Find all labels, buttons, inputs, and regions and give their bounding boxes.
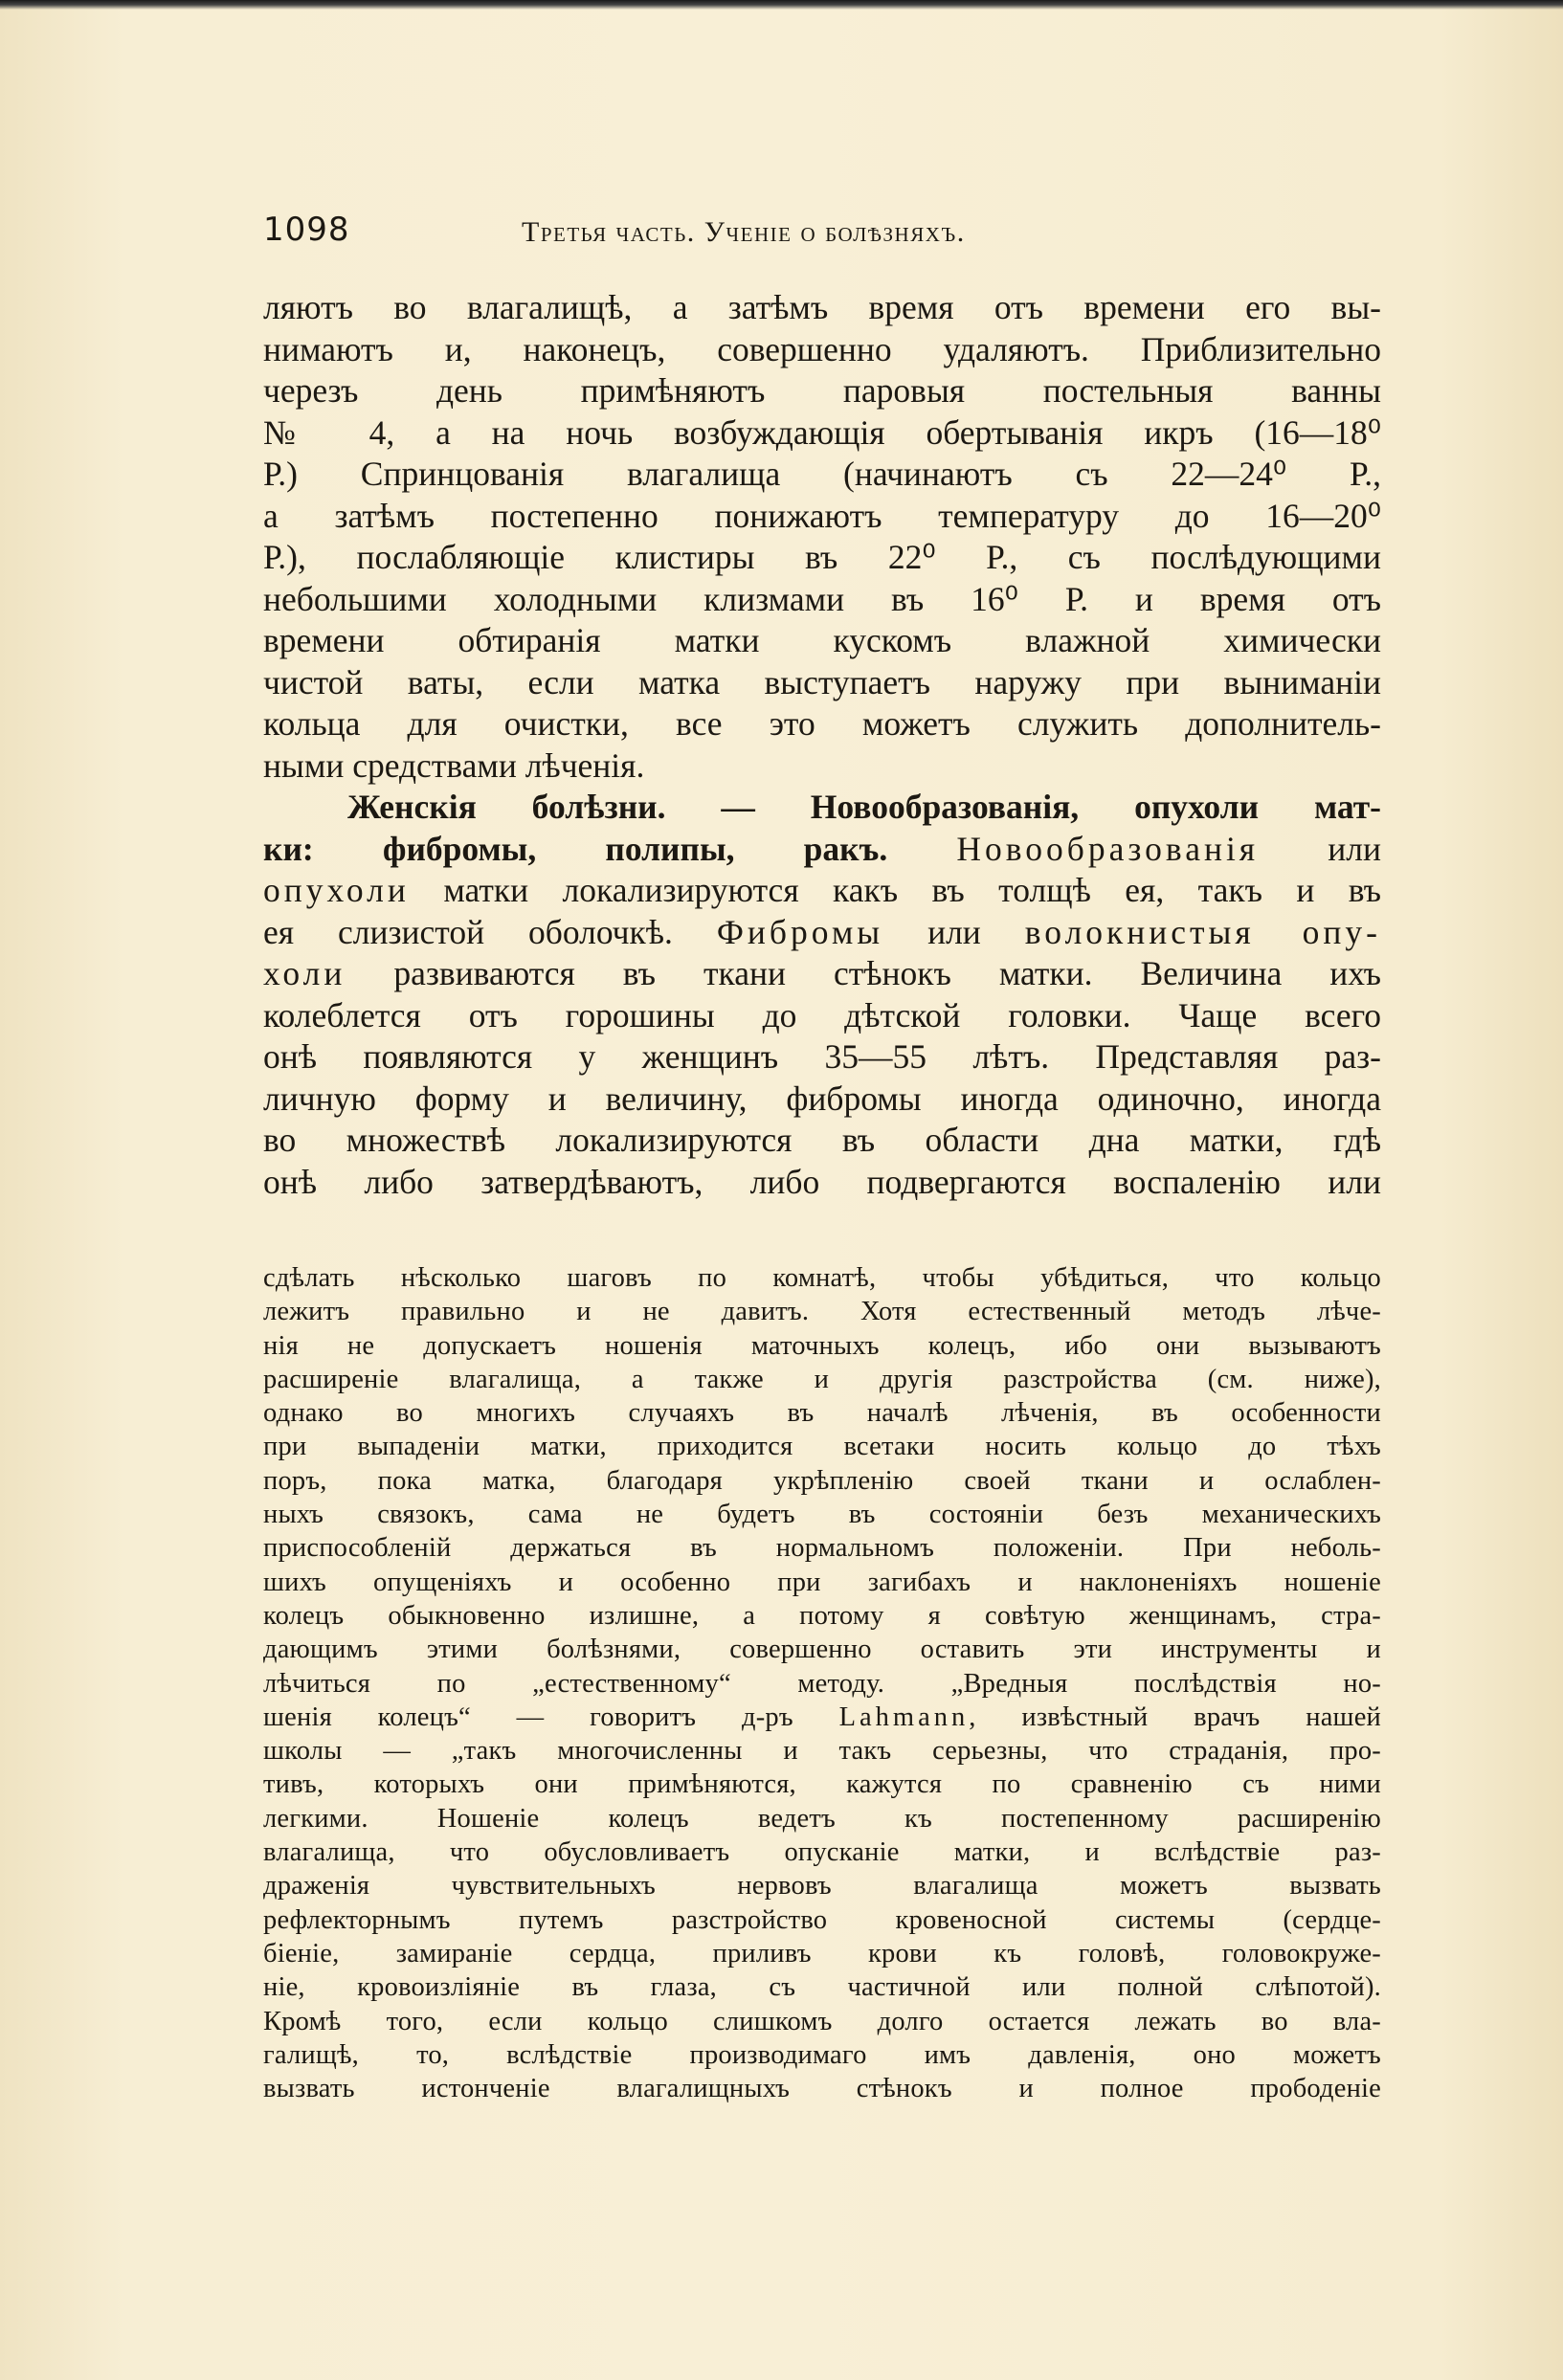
page-number: 1098 [263, 211, 350, 249]
body-text-line [263, 579, 1381, 621]
footnote-line [263, 1531, 1381, 1565]
text-run: дающимъ этими болѣзнями, совершенно оставить эти инструменты и [263, 1635, 1381, 1665]
text-run: Р.) Спринцованія влагалища (начинаютъ съ 22—24⁰ Р., [263, 455, 1381, 493]
spaced-emphasis: Lahmann [838, 1702, 970, 1732]
text-run: ныхъ связокъ, сама не будетъ въ состояніи безъ механическихъ [263, 1500, 1381, 1530]
section-heading: Женскія болѣзни. — Новообразованія, опухоли мат- [347, 788, 1381, 826]
text-run: драженія чувствительныхъ нервовъ влагалища можетъ вызвать [263, 1871, 1381, 1902]
main-text-body [263, 287, 1381, 1203]
text-run: черезъ день примѣняютъ паровыя постельныя ванны [263, 371, 1381, 410]
text-run: тивъ, которыхъ они примѣняются, кажутся по сравненію съ ними [263, 1769, 1381, 1800]
text-run: онѣ либо затвердѣваютъ, либо подвергаются воспаленію или [263, 1162, 1381, 1201]
text-run: Р.), послабляющіе клистиры въ 22⁰ Р., съ послѣдующими [263, 538, 1381, 576]
text-run: однако во многихъ случаяхъ въ началѣ лѣченія, въ особенности [263, 1398, 1381, 1429]
text-run: вызвать истонченіе влагалищныхъ стѣнокъ и полное прободеніе [263, 2074, 1381, 2104]
footnote-line [263, 1566, 1381, 1599]
footnote-line [263, 1498, 1381, 1531]
text-run: влагалища, что обусловливаетъ опусканіе матки, и вслѣдствіе раз- [263, 1837, 1381, 1868]
body-text-line [263, 1120, 1381, 1162]
text-run: кольца для очистки, все это можетъ служить дополнитель- [263, 704, 1381, 743]
spaced-emphasis: опухоли [263, 871, 410, 909]
text-run: , извѣстный врачъ нашей [969, 1702, 1381, 1732]
body-text-line [263, 287, 1381, 329]
text-run: приспособленій держаться въ нормальномъ положеніи. При неболь- [263, 1533, 1381, 1564]
footnote-line [263, 1734, 1381, 1768]
body-text-line [263, 537, 1381, 579]
text-run: ляютъ во влагалищѣ, а затѣмъ время отъ времени его вы- [263, 288, 1381, 326]
text-run: ея слизистой оболочкѣ. [263, 912, 717, 951]
spaced-emphasis: волокнистыя опу- [1024, 912, 1381, 951]
body-text-line [263, 1079, 1381, 1121]
body-text-line [263, 620, 1381, 662]
body-text-line [263, 787, 1381, 829]
text-run: или [1259, 829, 1381, 868]
text-run: или [883, 912, 1025, 951]
body-text-line [263, 329, 1381, 371]
footnote-line [263, 1464, 1381, 1498]
body-text-line [263, 953, 1381, 995]
footnote-line [263, 1768, 1381, 1801]
section-heading: ки: фибромы, полипы, ракъ. [263, 829, 888, 868]
text-run: матки локализируются какъ въ толщѣ ея, такъ и въ [409, 871, 1381, 909]
text-run: поръ, пока матка, благодаря укрѣпленію своей ткани и ослаблен- [263, 1465, 1381, 1496]
footnote-line [263, 1970, 1381, 2004]
body-text-line [263, 912, 1381, 954]
body-text-line [263, 703, 1381, 745]
footnote-line [263, 1835, 1381, 1869]
footnote-line [263, 1701, 1381, 1734]
body-text-line [263, 662, 1381, 704]
footnote-line [263, 1937, 1381, 1970]
page-header [263, 211, 1383, 258]
text-run: ными средствами лѣченія. [263, 745, 645, 785]
footnote-line [263, 1903, 1381, 1937]
footnote-line [263, 1363, 1381, 1396]
text-run: а затѣмъ постепенно понижаютъ температуру до 16—20⁰ [263, 496, 1381, 535]
text-run: біеніе, замираніе сердца, приливъ крови къ головѣ, головокруже- [263, 1938, 1381, 1969]
footnote-line [263, 1802, 1381, 1835]
body-text-line [263, 995, 1381, 1037]
text-run: Кромѣ того, если кольцо слишкомъ долго остается лежать во вла- [263, 2006, 1381, 2036]
footnote-line [263, 1667, 1381, 1701]
text-run: шихъ опущеніяхъ и особенно при загибахъ и наклоненіяхъ ношеніе [263, 1567, 1381, 1597]
text-run: сдѣлать нѣсколько шаговъ по комнатѣ, чтобы убѣдиться, что кольцо [263, 1263, 1381, 1293]
body-text-line [263, 454, 1381, 496]
text-run: ніе, кровоизліяніе въ глаза, съ частичной или полной слѣпотой). [263, 1972, 1381, 2003]
footnote-line [263, 1295, 1381, 1328]
footnote-line [263, 1599, 1381, 1633]
spaced-emphasis: Фибромы [716, 912, 884, 951]
text-run: во множествѣ локализируются въ области дна матки, гдѣ [263, 1121, 1381, 1159]
footnote-line [263, 1329, 1381, 1363]
text-run: колеблется отъ горошины до дѣтской головки. Чаще всего [263, 995, 1381, 1034]
body-text-line [263, 745, 1381, 788]
footnote-text [263, 1261, 1381, 2105]
body-text-line [263, 870, 1381, 912]
text-run: развиваются въ ткани стѣнокъ матки. Величина ихъ [346, 954, 1381, 992]
text-run: колецъ обыкновенно излишне, а потому я совѣтую женщинамъ, стра- [263, 1600, 1381, 1631]
text-run: шенія колецъ“ — говоритъ д-ръ [263, 1702, 839, 1732]
text-run: небольшими холодными клизмами въ 16⁰ Р. и время отъ [263, 579, 1381, 618]
body-text-line [263, 370, 1381, 412]
text-run: личную форму и величину, фибромы иногда одиночно, иногда [263, 1079, 1381, 1118]
text-run [887, 830, 956, 868]
running-head: Третья часть. Ученіе о болѣзняхъ. [522, 216, 966, 248]
body-text-line [263, 412, 1381, 455]
text-run: чистой ваты, если матка выступаетъ наружу при выниманіи [263, 662, 1381, 701]
text-run: рефлекторнымъ путемъ разстройство кровеносной системы (сердце- [263, 1904, 1381, 1935]
text-run: легкими. Ношеніе колецъ ведетъ къ постепенному расширенію [263, 1803, 1381, 1834]
text-run: школы — „такъ многочисленны и такъ серьезны, что страданія, про- [263, 1736, 1381, 1767]
footnote-line [263, 1430, 1381, 1463]
body-text-line [263, 1162, 1381, 1204]
body-text-line [263, 1036, 1381, 1079]
spaced-emphasis: холи [263, 954, 346, 992]
footnote-line [263, 1633, 1381, 1666]
footnote-line [263, 1396, 1381, 1430]
text-run: времени обтиранія матки кускомъ влажной химически [263, 621, 1381, 659]
footnote-line [263, 1261, 1381, 1295]
text-run: онѣ появляются у женщинъ 35—55 лѣтъ. Представляя раз- [263, 1037, 1381, 1076]
text-run: нимаютъ и, наконецъ, совершенно удаляютъ. Приблизительно [263, 329, 1381, 368]
text-run: нія не допускаетъ ношенія маточныхъ колецъ, ибо они вызываютъ [263, 1330, 1381, 1361]
footnote-line [263, 1869, 1381, 1902]
spaced-emphasis: Новообразованія [956, 829, 1260, 868]
text-run: лѣчиться по „естественному“ методу. „Вредныя послѣдствія но- [263, 1668, 1381, 1699]
body-text-line [263, 496, 1381, 538]
body-text-line [263, 829, 1381, 871]
footnote-line [263, 2005, 1381, 2038]
text-run: расширеніе влагалища, а также и другія разстройства (см. ниже), [263, 1364, 1381, 1394]
footnote-line [263, 2038, 1381, 2072]
text-run: при выпаденіи матки, приходится всетаки носить кольцо до тѣхъ [263, 1432, 1381, 1462]
text-run: лежитъ правильно и не давитъ. Хотя естественный методъ лѣче- [263, 1297, 1381, 1327]
text-run: № 4, а на ночь возбуждающія обертыванія икръ (16—18⁰ [263, 412, 1381, 452]
scan-top-edge [0, 0, 1563, 10]
footnote-line [263, 2072, 1381, 2105]
text-run: галищѣ, то, вслѣдствіе производимаго имъ давленія, оно можетъ [263, 2039, 1381, 2070]
